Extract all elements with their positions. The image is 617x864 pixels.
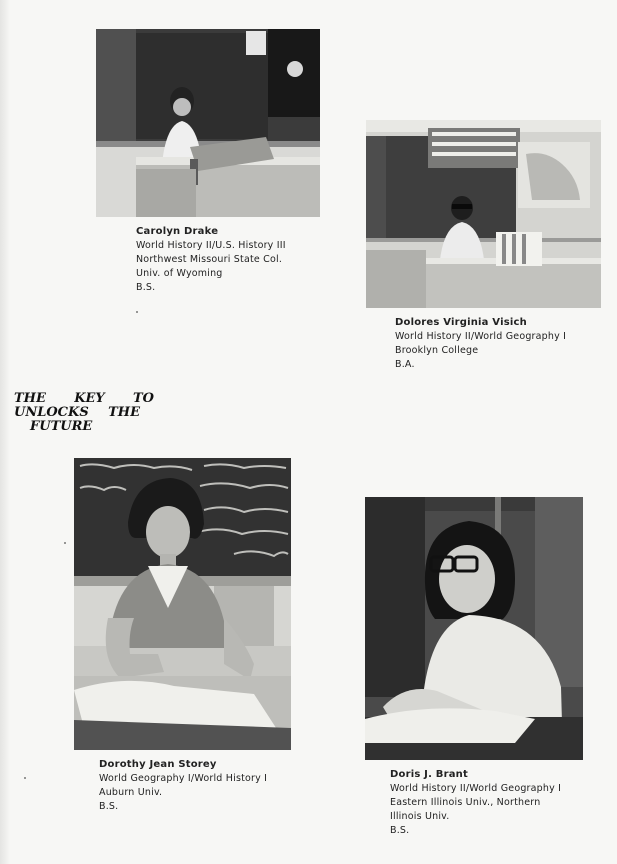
print-speck [136,311,138,313]
teacher-subjects: World History II/World Geography I [390,783,562,794]
teacher-degree: B.S. [99,801,119,812]
page-binding-edge [0,0,10,864]
teacher-degree: B.S. [390,825,410,836]
teacher-school: Brooklyn College [395,345,479,356]
print-speck [24,777,26,779]
teacher-school: Univ. of Wyoming [136,268,223,279]
teacher-school: Northwest Missouri State Col. [136,254,283,265]
teacher-name: Dolores Virginia Visich [395,317,527,328]
slogan-word: FUTURE [30,419,93,434]
slogan-word: UNLOCKS [14,405,89,420]
slogan-word: TO [133,391,154,406]
teacher-degree: B.S. [136,282,156,293]
slogan-word: THE [108,405,140,420]
teacher-name: Doris J. Brant [390,769,468,780]
teacher-school: Eastern Illinois Univ., Northern [390,797,541,808]
slogan-word: THE [14,391,46,406]
teacher-name: Carolyn Drake [136,226,219,237]
photo-doris-brant [365,497,583,760]
teacher-name: Dorothy Jean Storey [99,759,217,770]
caption-dolores-visich [395,316,566,372]
teacher-school: Illinois Univ. [390,811,450,822]
teacher-school: Auburn Univ. [99,787,163,798]
caption-carolyn-drake [136,225,286,295]
slogan-word: KEY [74,391,105,406]
teacher-subjects: World Geography I/World History I [99,773,268,784]
photo-dorothy-storey [74,458,291,750]
caption-dorothy-storey [99,758,267,814]
teacher-subjects: World History II/U.S. History III [136,240,286,251]
print-speck [64,542,66,544]
photo-dolores-visich [366,120,601,308]
teacher-subjects: World History II/World Geography I [395,331,567,342]
photo-carolyn-drake [96,29,320,217]
slogan-heading [14,392,154,434]
teacher-degree: B.A. [395,359,415,370]
caption-doris-brant [390,768,561,838]
